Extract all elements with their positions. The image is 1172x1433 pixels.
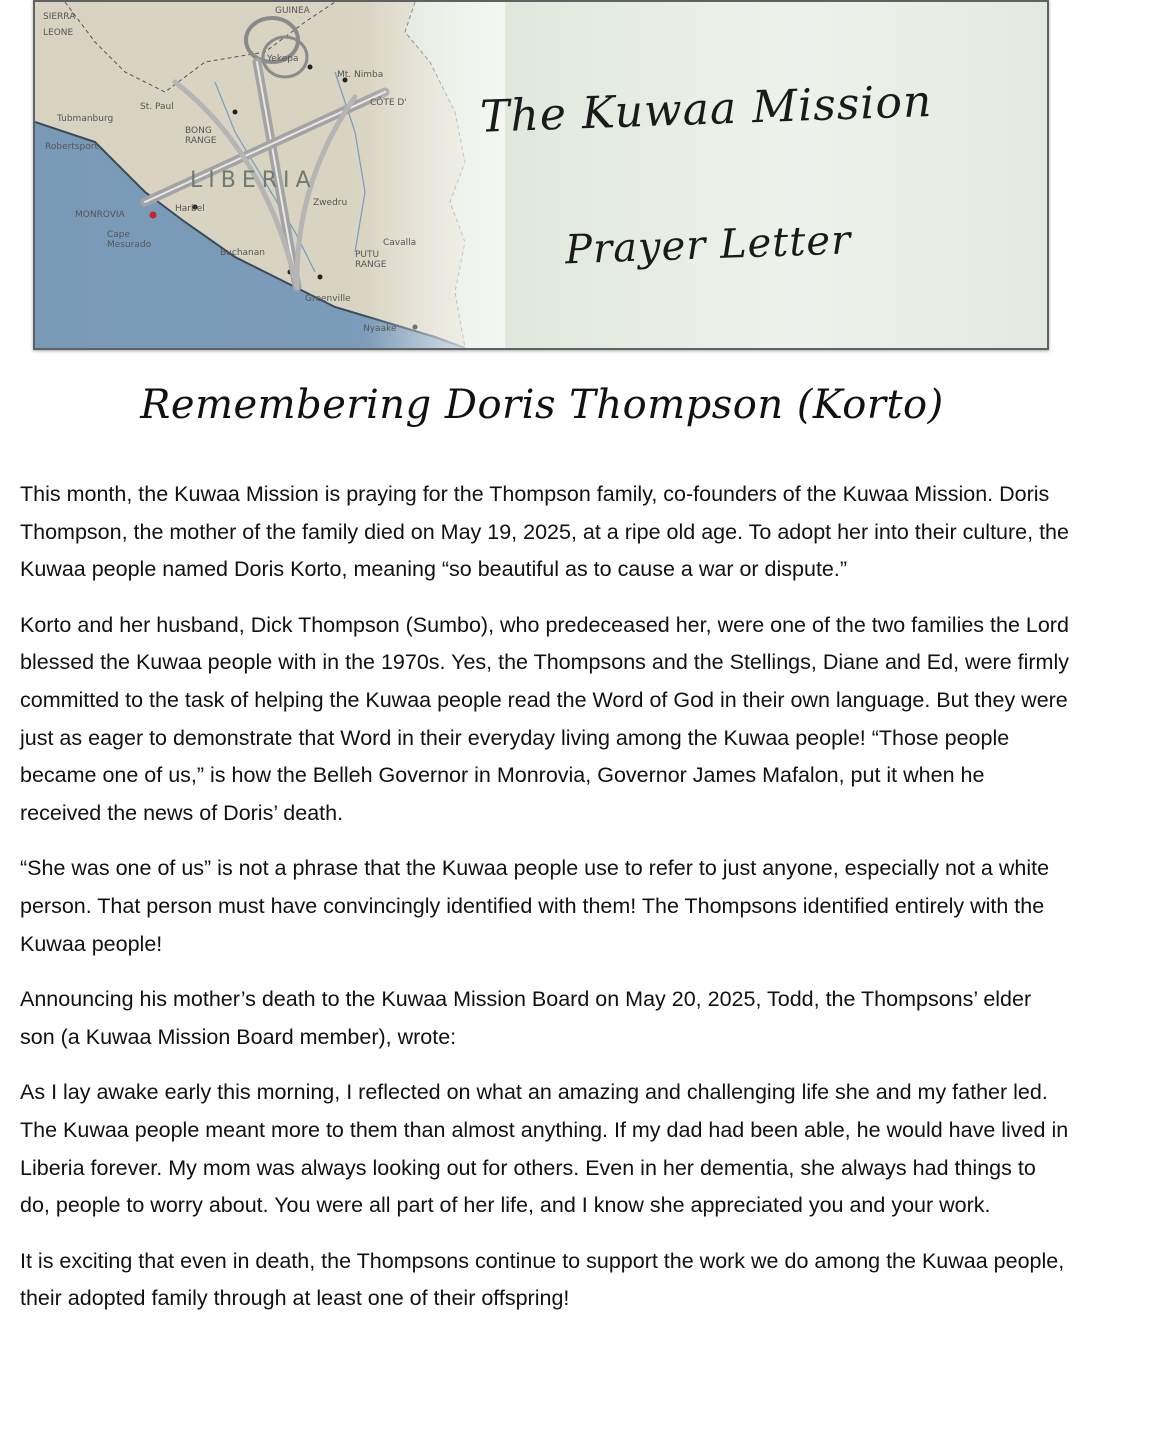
liberia-map-graphic	[35, 2, 1047, 348]
map-label-putu-range: PUTU RANGE	[355, 250, 387, 270]
map-label-cote: CÔTE D'	[370, 98, 407, 108]
article-heading: Remembering Doris Thompson (Korto)	[140, 382, 944, 428]
article-body	[20, 476, 1070, 1336]
map-label-harbel: Harbel	[175, 204, 205, 214]
paragraph: Announcing his mother’s death to the Kuwaa Mission Board on May 20, 2025, Todd, the Thompsons’ elder son (a Kuwaa Mission Board member), wrote:	[20, 987, 1032, 1049]
map-label-cavalla: Cavalla	[383, 238, 417, 248]
map-label-buchanan: Buchanan	[220, 248, 265, 258]
map-label-bong-range: BONG RANGE	[185, 126, 217, 146]
paragraph: Korto and her husband, Dick Thompson (Sumbo), who predeceased her, were one of the two families the Lord blessed the Kuwaa people with in the 1970s. Yes, the Thompsons and the Stellings, Diane and Ed, were firmly committed to the task of helping the Kuwaa people read the Word of God in their own language. But they were just as eager to demonstrate that Word in their everyday living among the Kuwaa people! “Those people became one of us,” is how the Belleh Governor in Monrovia, Governor James Mafalon, put it when he received the news of Doris’ death.	[20, 612, 1069, 825]
paragraph: It is exciting that even in death, the Thompsons continue to support the work we do among the Kuwaa people, their adopted family through at least one of their offspring!	[20, 1248, 1065, 1311]
map-label-st-paul: St. Paul	[140, 102, 174, 112]
paragraph: “She was one of us” is not a phrase that the Kuwaa people use to refer to just anyone, especially not a white person. That person must have convincingly identified with them! The Thompsons identified entirely with the Kuwaa people!	[20, 856, 1050, 956]
map-label-nyaake: Nyaake	[363, 324, 397, 334]
header-banner	[33, 0, 1049, 350]
map-label-sierra: SIERRA	[43, 12, 76, 22]
paragraph: This month, the Kuwaa Mission is praying for the Thompson family, co-founders of the Kuwaa Mission. Doris Thompson, the mother of the family died on May 19, 2025, at a ripe old age. To adopt her into their culture, the Kuwaa people named Doris Korto, meaning “so beautiful as to cause a war or dispute.”	[20, 482, 1069, 582]
map-label-robertsport: Robertsport	[45, 142, 98, 152]
map-label-cape-mesurado: Cape Mesurado	[107, 230, 152, 250]
map-label-mt-nimba: Mt. Nimba	[337, 70, 384, 80]
map-label-guinea: GUINEA	[275, 6, 310, 16]
map-label-leone: LEONE	[43, 28, 74, 38]
map-label-zwedru: Zwedru	[313, 198, 348, 208]
map-label-liberia: LIBERIA	[190, 168, 317, 193]
paragraph: As I lay awake early this morning, I reflected on what an amazing and challenging life she and my father led. The Kuwaa people meant more to them than almost anything. If my dad had been able, he would have lived in Liberia forever. My mom was always looking out for others. Even in her dementia, she always had things to do, people to worry about. You were all part of her life, and I know she appreciated you and your work.	[20, 1080, 1069, 1218]
banner-subtitle: Prayer Letter	[564, 217, 852, 274]
map-label-yekepa: Yekepa	[267, 54, 299, 64]
map-label-monrovia: MONROVIA	[75, 210, 125, 220]
banner-title: The Kuwaa Mission	[479, 76, 934, 143]
map-label-greenville: Greenville	[305, 294, 351, 304]
map-label-tubmanburg: Tubmanburg	[57, 114, 114, 124]
